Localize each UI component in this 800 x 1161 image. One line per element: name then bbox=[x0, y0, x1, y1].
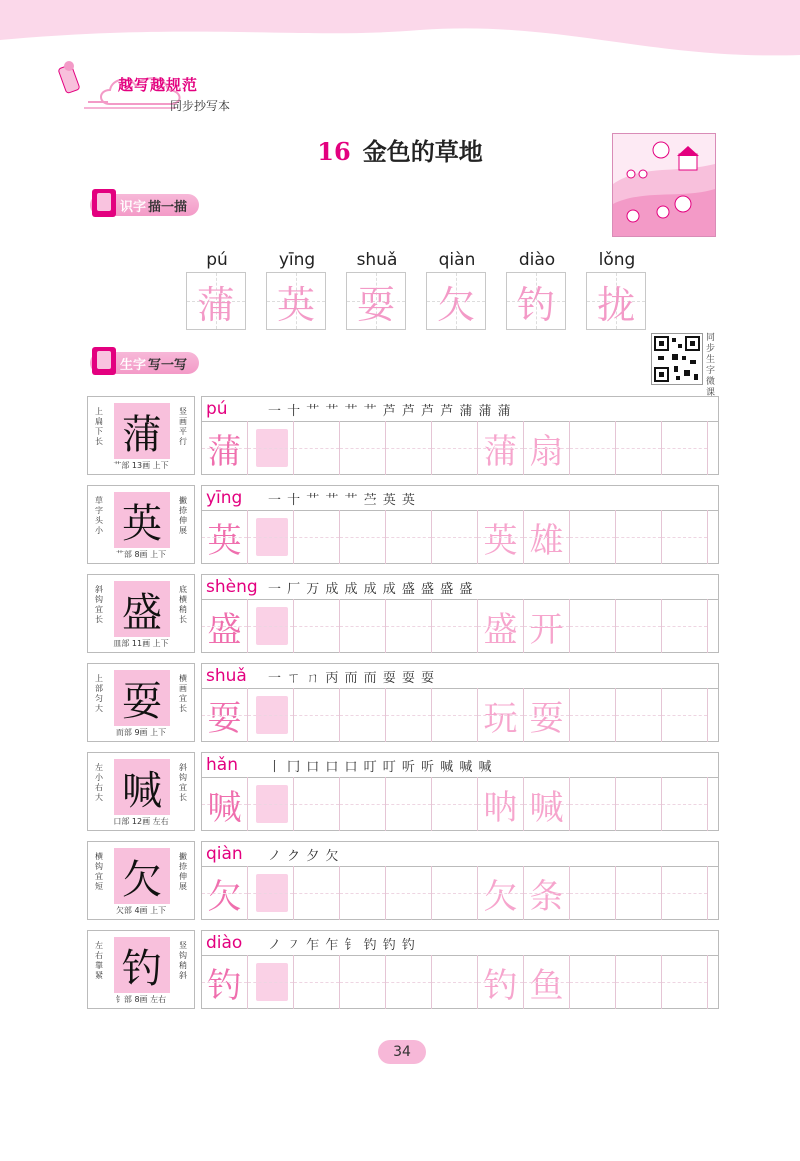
writing-cell[interactable] bbox=[662, 777, 708, 831]
radical: 口部 bbox=[113, 817, 130, 826]
writing-cell[interactable] bbox=[386, 599, 432, 653]
character-large: 喊 bbox=[114, 759, 170, 815]
writing-grid bbox=[201, 752, 719, 831]
writing-cell[interactable] bbox=[294, 866, 340, 920]
writing-cell[interactable] bbox=[340, 955, 386, 1009]
section-write-accent: 生字 bbox=[120, 357, 147, 373]
row-pinyin: pú bbox=[206, 399, 228, 419]
trace-char: 欠 bbox=[436, 282, 475, 327]
cell-row bbox=[202, 955, 718, 1008]
writing-cell[interactable] bbox=[340, 777, 386, 831]
stroke-order: 一 厂 万 成 成 成 成 盛 盛 盛 盛 bbox=[268, 582, 474, 597]
writing-cell[interactable] bbox=[524, 599, 570, 653]
character-meta bbox=[88, 905, 194, 916]
writing-grid bbox=[201, 930, 719, 1009]
writing-cell[interactable] bbox=[294, 421, 340, 475]
word-char: 欠 bbox=[483, 876, 518, 917]
radical: 钅部 bbox=[115, 995, 132, 1004]
stroke-count: 13画 bbox=[131, 461, 151, 470]
model-char: 耍 bbox=[207, 698, 242, 739]
writing-cell[interactable] bbox=[662, 421, 708, 475]
writing-cell[interactable] bbox=[570, 777, 616, 831]
trace-box[interactable] bbox=[506, 272, 566, 330]
character-card bbox=[87, 396, 195, 475]
word-char: 英 bbox=[483, 520, 518, 561]
stroke-count: 8画 bbox=[134, 550, 148, 559]
radical: 艹部 bbox=[115, 550, 132, 559]
writing-cell[interactable] bbox=[570, 510, 616, 564]
tip-left: 斜钩宜长 bbox=[95, 585, 103, 624]
tip-left: 左小右大 bbox=[95, 763, 103, 802]
structure: 左右 bbox=[150, 995, 167, 1004]
writing-cell[interactable] bbox=[616, 421, 662, 475]
ghost-char bbox=[256, 785, 288, 823]
radical: 艹部 bbox=[113, 461, 130, 470]
writing-cell[interactable] bbox=[386, 510, 432, 564]
word-char: 条 bbox=[529, 876, 564, 917]
writing-cell[interactable] bbox=[294, 599, 340, 653]
structure: 上下 bbox=[150, 728, 167, 737]
writing-cell[interactable] bbox=[616, 688, 662, 742]
character-card bbox=[87, 841, 195, 920]
ghost-char bbox=[256, 518, 288, 556]
writing-cell[interactable] bbox=[386, 955, 432, 1009]
writing-cell[interactable] bbox=[294, 510, 340, 564]
character-row bbox=[87, 485, 719, 564]
word-char: 开 bbox=[529, 609, 564, 650]
character-meta bbox=[88, 727, 194, 738]
stroke-count: 8画 bbox=[134, 995, 148, 1004]
book-icon bbox=[92, 189, 116, 217]
character-card bbox=[87, 752, 195, 831]
character-card bbox=[87, 485, 195, 564]
tip-right: 竖画平行 bbox=[179, 407, 187, 446]
trace-char: 蒲 bbox=[196, 282, 235, 327]
cell-row bbox=[202, 688, 718, 741]
character-large: 盛 bbox=[114, 581, 170, 637]
cell-row bbox=[202, 777, 718, 830]
qr-code-icon bbox=[652, 334, 702, 384]
model-char: 盛 bbox=[207, 609, 242, 650]
writing-cell[interactable] bbox=[662, 599, 708, 653]
cell-row bbox=[202, 421, 718, 474]
ghost-char bbox=[256, 429, 288, 467]
writing-cell[interactable] bbox=[248, 688, 294, 742]
writing-cell[interactable] bbox=[202, 510, 248, 564]
writing-cell[interactable] bbox=[524, 955, 570, 1009]
cell-row bbox=[202, 866, 718, 919]
brand-subtitle: 同步抄写本 bbox=[170, 99, 231, 113]
writing-cell[interactable] bbox=[340, 599, 386, 653]
writing-cell[interactable] bbox=[294, 955, 340, 1009]
word-char: 扇 bbox=[529, 431, 564, 472]
writing-cell[interactable] bbox=[524, 866, 570, 920]
cell-row bbox=[202, 599, 718, 652]
cell-row bbox=[202, 510, 718, 563]
writing-cell[interactable] bbox=[570, 421, 616, 475]
writing-cell[interactable] bbox=[294, 777, 340, 831]
writing-cell[interactable] bbox=[248, 777, 294, 831]
trace-item bbox=[186, 248, 248, 330]
character-card bbox=[87, 930, 195, 1009]
writing-grid bbox=[201, 485, 719, 564]
section-recognize bbox=[90, 193, 199, 217]
writing-cell[interactable] bbox=[202, 599, 248, 653]
character-row bbox=[87, 396, 719, 475]
tip-right: 撇捺伸展 bbox=[179, 852, 187, 891]
writing-cell[interactable] bbox=[248, 866, 294, 920]
qr-label: 同步生字微课 bbox=[706, 333, 716, 398]
meadow-illustration-icon bbox=[613, 134, 715, 236]
writing-cell[interactable] bbox=[432, 777, 478, 831]
writing-cell[interactable] bbox=[248, 421, 294, 475]
book-icon bbox=[92, 347, 116, 375]
word-char: 雄 bbox=[529, 520, 564, 561]
structure: 上下 bbox=[152, 461, 169, 470]
stroke-order: ノ ㇇ 乍 乍 钅 钓 钓 钓 bbox=[268, 938, 416, 953]
writing-cell[interactable] bbox=[662, 955, 708, 1009]
ghost-char bbox=[256, 874, 288, 912]
trace-pinyin: lǒng bbox=[598, 250, 636, 270]
character-large: 欠 bbox=[114, 848, 170, 904]
row-pinyin: hǎn bbox=[206, 755, 238, 775]
writing-cell[interactable] bbox=[616, 955, 662, 1009]
structure: 上下 bbox=[150, 550, 167, 559]
tip-left: 上扁下长 bbox=[95, 407, 103, 446]
tip-left: 草字头小 bbox=[95, 496, 103, 535]
trace-row bbox=[186, 248, 648, 330]
character-card bbox=[87, 574, 195, 653]
row-pinyin: shuǎ bbox=[206, 666, 247, 686]
writing-cell[interactable] bbox=[386, 421, 432, 475]
writing-cell[interactable] bbox=[432, 510, 478, 564]
writing-cell[interactable] bbox=[202, 421, 248, 475]
character-row bbox=[87, 574, 719, 653]
stroke-order: ノ ク 夕 欠 bbox=[268, 849, 340, 864]
character-row bbox=[87, 752, 719, 831]
structure: 上下 bbox=[150, 906, 167, 915]
writing-cell[interactable] bbox=[524, 510, 570, 564]
trace-char: 钓 bbox=[516, 282, 555, 327]
tip-right: 撇捺伸展 bbox=[179, 496, 187, 535]
row-pinyin: diào bbox=[206, 933, 243, 953]
writing-cell[interactable] bbox=[202, 777, 248, 831]
tip-left: 上部匀大 bbox=[95, 674, 103, 713]
character-large: 蒲 bbox=[114, 403, 170, 459]
tip-right: 底横稍长 bbox=[179, 585, 187, 624]
trace-box[interactable] bbox=[426, 272, 486, 330]
character-large: 耍 bbox=[114, 670, 170, 726]
writing-cell[interactable] bbox=[432, 599, 478, 653]
stroke-order: 丨 冂 口 口 口 叮 叮 听 听 喊 喊 喊 bbox=[268, 760, 493, 775]
word-char: 鱼 bbox=[529, 965, 564, 1006]
writing-cell[interactable] bbox=[340, 866, 386, 920]
character-meta bbox=[88, 460, 194, 471]
character-row bbox=[87, 663, 719, 742]
writing-cell[interactable] bbox=[478, 510, 524, 564]
qr-code[interactable] bbox=[651, 333, 703, 385]
writing-cell[interactable] bbox=[432, 421, 478, 475]
writing-cell[interactable] bbox=[340, 421, 386, 475]
trace-pinyin: diào bbox=[518, 250, 556, 270]
character-rows bbox=[87, 396, 719, 1019]
writing-cell[interactable] bbox=[478, 421, 524, 475]
writing-cell[interactable] bbox=[202, 688, 248, 742]
tip-left: 左右靠紧 bbox=[95, 941, 103, 980]
trace-item bbox=[506, 248, 568, 330]
tip-left: 横钩宜短 bbox=[95, 852, 103, 891]
radical: 欠部 bbox=[115, 906, 132, 915]
lesson-illustration bbox=[612, 133, 716, 237]
model-char: 欠 bbox=[207, 876, 242, 917]
writing-cell[interactable] bbox=[524, 777, 570, 831]
model-char: 英 bbox=[207, 520, 242, 561]
section-recognize-rest: 描一描 bbox=[148, 199, 188, 215]
model-char: 喊 bbox=[207, 787, 242, 828]
stroke-count: 4画 bbox=[134, 906, 148, 915]
writing-cell[interactable] bbox=[570, 955, 616, 1009]
word-char: 钓 bbox=[483, 965, 518, 1006]
stroke-order: 一 十 艹 艹 艹 苎 英 英 bbox=[268, 493, 416, 508]
writing-cell[interactable] bbox=[248, 599, 294, 653]
row-pinyin: qiàn bbox=[206, 844, 243, 864]
trace-box[interactable] bbox=[266, 272, 326, 330]
word-char: 喊 bbox=[529, 787, 564, 828]
writing-grid bbox=[201, 574, 719, 653]
stroke-count: 9画 bbox=[134, 728, 148, 737]
radical: 皿部 bbox=[113, 639, 130, 648]
section-recognize-accent: 识字 bbox=[120, 199, 147, 215]
writing-cell[interactable] bbox=[524, 421, 570, 475]
trace-pinyin: qiàn bbox=[438, 250, 476, 270]
writing-cell[interactable] bbox=[524, 688, 570, 742]
trace-pinyin: shuǎ bbox=[356, 250, 398, 270]
writing-grid bbox=[201, 396, 719, 475]
stroke-order: 一 ㄒ ㄇ 丙 而 而 耍 耍 耍 bbox=[268, 671, 436, 686]
word-char: 耍 bbox=[529, 698, 564, 739]
structure: 上下 bbox=[152, 639, 169, 648]
stroke-count: 11画 bbox=[131, 639, 151, 648]
trace-box[interactable] bbox=[186, 272, 246, 330]
writing-cell[interactable] bbox=[478, 955, 524, 1009]
writing-cell[interactable] bbox=[478, 866, 524, 920]
writing-cell[interactable] bbox=[294, 688, 340, 742]
character-large: 钓 bbox=[114, 937, 170, 993]
writing-cell[interactable] bbox=[340, 688, 386, 742]
writing-cell[interactable] bbox=[478, 599, 524, 653]
tip-right: 斜钩宜长 bbox=[179, 763, 187, 802]
word-char: 玩 bbox=[483, 698, 518, 739]
writing-cell[interactable] bbox=[340, 510, 386, 564]
ghost-char bbox=[256, 963, 288, 1001]
stroke-order: 一 十 艹 艹 艹 艹 芦 芦 芦 芦 蒲 蒲 蒲 bbox=[268, 404, 512, 419]
character-meta bbox=[88, 549, 194, 560]
trace-item bbox=[346, 248, 408, 330]
writing-cell[interactable] bbox=[432, 866, 478, 920]
writing-cell[interactable] bbox=[432, 688, 478, 742]
writing-cell[interactable] bbox=[616, 777, 662, 831]
ghost-char bbox=[256, 607, 288, 645]
character-card bbox=[87, 663, 195, 742]
section-write-rest: 写一写 bbox=[148, 357, 188, 373]
model-char: 蒲 bbox=[207, 431, 242, 472]
trace-char: 英 bbox=[276, 282, 315, 327]
character-meta bbox=[88, 994, 194, 1005]
character-large: 英 bbox=[114, 492, 170, 548]
word-char: 盛 bbox=[483, 609, 518, 650]
trace-item bbox=[266, 248, 328, 330]
radical: 而部 bbox=[115, 728, 132, 737]
word-char: 呐 bbox=[483, 787, 518, 828]
trace-char: 拢 bbox=[596, 282, 635, 327]
tip-right: 竖钩稍斜 bbox=[179, 941, 187, 980]
writing-cell[interactable] bbox=[386, 866, 432, 920]
word-char: 蒲 bbox=[483, 431, 518, 472]
writing-cell[interactable] bbox=[570, 599, 616, 653]
writing-cell[interactable] bbox=[570, 866, 616, 920]
writing-cell[interactable] bbox=[248, 955, 294, 1009]
page-number: 34 bbox=[378, 1040, 426, 1064]
writing-cell[interactable] bbox=[386, 688, 432, 742]
trace-pinyin: yīng bbox=[278, 250, 316, 270]
writing-cell[interactable] bbox=[570, 688, 616, 742]
character-row bbox=[87, 841, 719, 920]
structure: 左右 bbox=[152, 817, 169, 826]
writing-cell[interactable] bbox=[616, 599, 662, 653]
writing-cell[interactable] bbox=[478, 777, 524, 831]
brand-title: 越写越规范 bbox=[118, 76, 199, 94]
writing-grid bbox=[201, 841, 719, 920]
lesson-name: 金色的草地 bbox=[362, 137, 483, 166]
writing-cell[interactable] bbox=[662, 866, 708, 920]
writing-cell[interactable] bbox=[202, 955, 248, 1009]
row-pinyin: yīng bbox=[206, 488, 243, 508]
section-write bbox=[90, 351, 199, 375]
trace-char: 耍 bbox=[356, 282, 395, 327]
writing-cell[interactable] bbox=[616, 510, 662, 564]
model-char: 钓 bbox=[207, 965, 242, 1006]
ghost-char bbox=[256, 696, 288, 734]
character-meta bbox=[88, 638, 194, 649]
row-pinyin: shèng bbox=[206, 577, 258, 597]
writing-cell[interactable] bbox=[478, 688, 524, 742]
writing-grid bbox=[201, 663, 719, 742]
tip-right: 横画宜长 bbox=[179, 674, 187, 713]
writing-cell[interactable] bbox=[432, 955, 478, 1009]
writing-cell[interactable] bbox=[386, 777, 432, 831]
trace-item bbox=[586, 248, 648, 330]
writing-cell[interactable] bbox=[202, 866, 248, 920]
writing-cell[interactable] bbox=[616, 866, 662, 920]
trace-box[interactable] bbox=[346, 272, 406, 330]
trace-pinyin: pú bbox=[206, 250, 228, 270]
character-row bbox=[87, 930, 719, 1009]
writing-cell[interactable] bbox=[662, 510, 708, 564]
character-meta bbox=[88, 816, 194, 827]
writing-cell[interactable] bbox=[248, 510, 294, 564]
trace-box[interactable] bbox=[586, 272, 646, 330]
lesson-number: 16 bbox=[317, 137, 351, 166]
writing-cell[interactable] bbox=[662, 688, 708, 742]
trace-item bbox=[426, 248, 488, 330]
stroke-count: 12画 bbox=[131, 817, 151, 826]
